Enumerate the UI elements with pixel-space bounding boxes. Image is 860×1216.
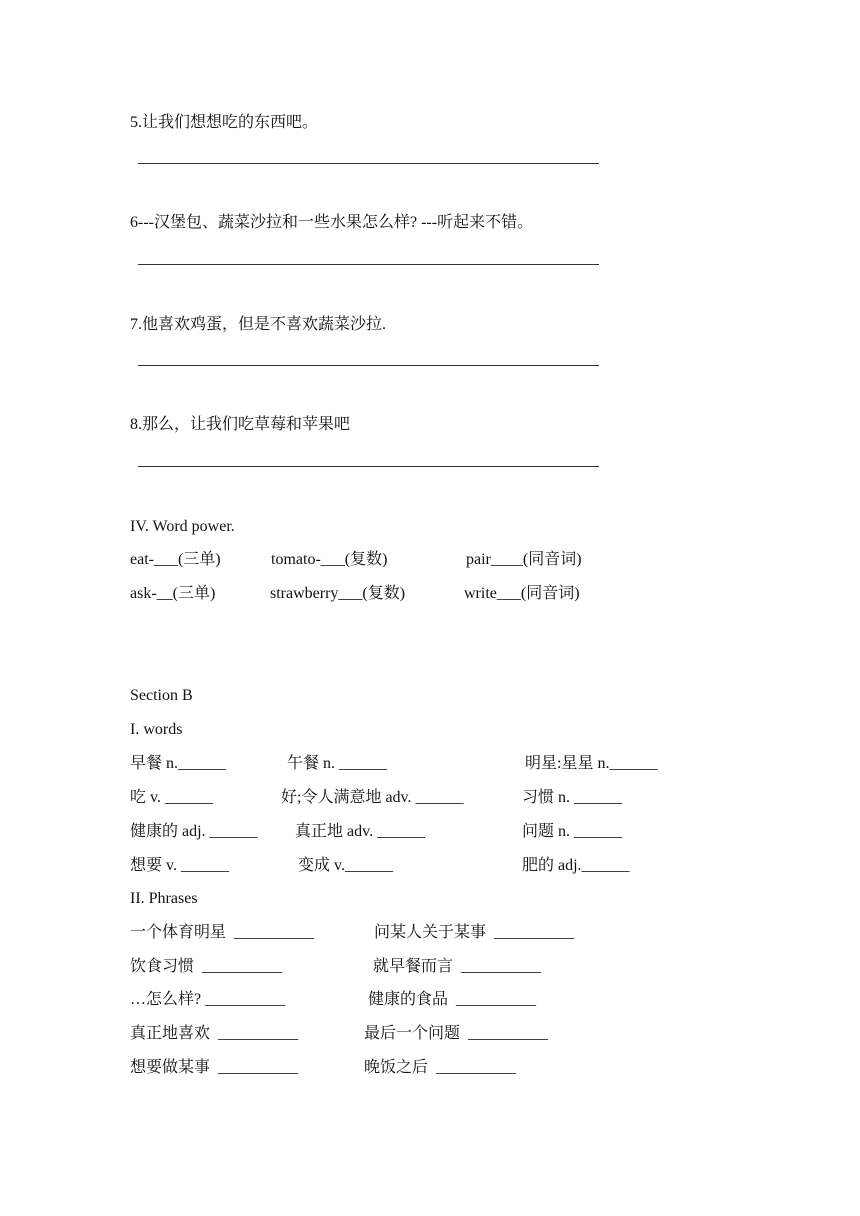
phrase-cell: 一个体育明星 __________ bbox=[130, 924, 315, 941]
phrase-cell: 晚饭之后 __________ bbox=[364, 1059, 517, 1076]
word-cell: 肥的 adj.______ bbox=[522, 857, 630, 874]
word-power-cell: write___(同音词) bbox=[464, 585, 580, 602]
answer-line[interactable] bbox=[138, 365, 599, 366]
word-power-cell: strawberry___(复数) bbox=[270, 585, 406, 602]
translation-item-5: 5.让我们想想吃的东西吧。 bbox=[130, 114, 319, 131]
phrase-cell: 健康的食品 __________ bbox=[368, 991, 537, 1008]
words-heading: I. words bbox=[130, 721, 183, 738]
translation-item-8: 8.那么，让我们吃草莓和苹果吧 bbox=[130, 416, 351, 433]
phrase-cell: 就早餐而言 __________ bbox=[373, 958, 542, 975]
word-cell: 午餐 n. ______ bbox=[287, 755, 388, 772]
phrase-cell: 真正地喜欢 __________ bbox=[130, 1025, 299, 1042]
word-cell: 明星:星星 n.______ bbox=[525, 755, 658, 772]
answer-line[interactable] bbox=[138, 264, 599, 265]
word-cell: 真正地 adv. ______ bbox=[295, 823, 426, 840]
word-cell: 吃 v. ______ bbox=[130, 789, 213, 806]
word-power-cell: tomato-___(复数) bbox=[271, 551, 388, 568]
word-cell: 健康的 adj. ______ bbox=[130, 823, 258, 840]
section-b-heading: Section B bbox=[130, 687, 193, 704]
answer-line[interactable] bbox=[138, 466, 599, 467]
word-cell: 早餐 n.______ bbox=[130, 755, 227, 772]
translation-item-6: 6---汉堡包、蔬菜沙拉和一些水果怎么样? ---听起来不错。 bbox=[130, 214, 534, 231]
phrase-cell: …怎么样? __________ bbox=[130, 991, 286, 1008]
word-power-cell: ask-__(三单) bbox=[130, 585, 216, 602]
phrase-cell: 饮食习惯 __________ bbox=[130, 958, 283, 975]
word-cell: 想要 v. ______ bbox=[130, 857, 229, 874]
word-cell: 好;令人满意地 adv. ______ bbox=[281, 789, 464, 806]
word-power-cell: pair____(同音词) bbox=[466, 551, 582, 568]
phrase-cell: 问某人关于某事 __________ bbox=[374, 924, 575, 941]
phrase-cell: 最后一个问题 __________ bbox=[364, 1025, 549, 1042]
word-power-cell: eat-___(三单) bbox=[130, 551, 221, 568]
word-cell: 习惯 n. ______ bbox=[522, 789, 623, 806]
phrase-cell: 想要做某事 __________ bbox=[130, 1059, 299, 1076]
word-cell: 问题 n. ______ bbox=[522, 823, 623, 840]
answer-line[interactable] bbox=[138, 163, 599, 164]
word-power-heading: IV. Word power. bbox=[130, 518, 235, 535]
phrases-heading: II. Phrases bbox=[130, 890, 198, 907]
word-cell: 变成 v.______ bbox=[298, 857, 393, 874]
translation-item-7: 7.他喜欢鸡蛋，但是不喜欢蔬菜沙拉. bbox=[130, 316, 387, 333]
